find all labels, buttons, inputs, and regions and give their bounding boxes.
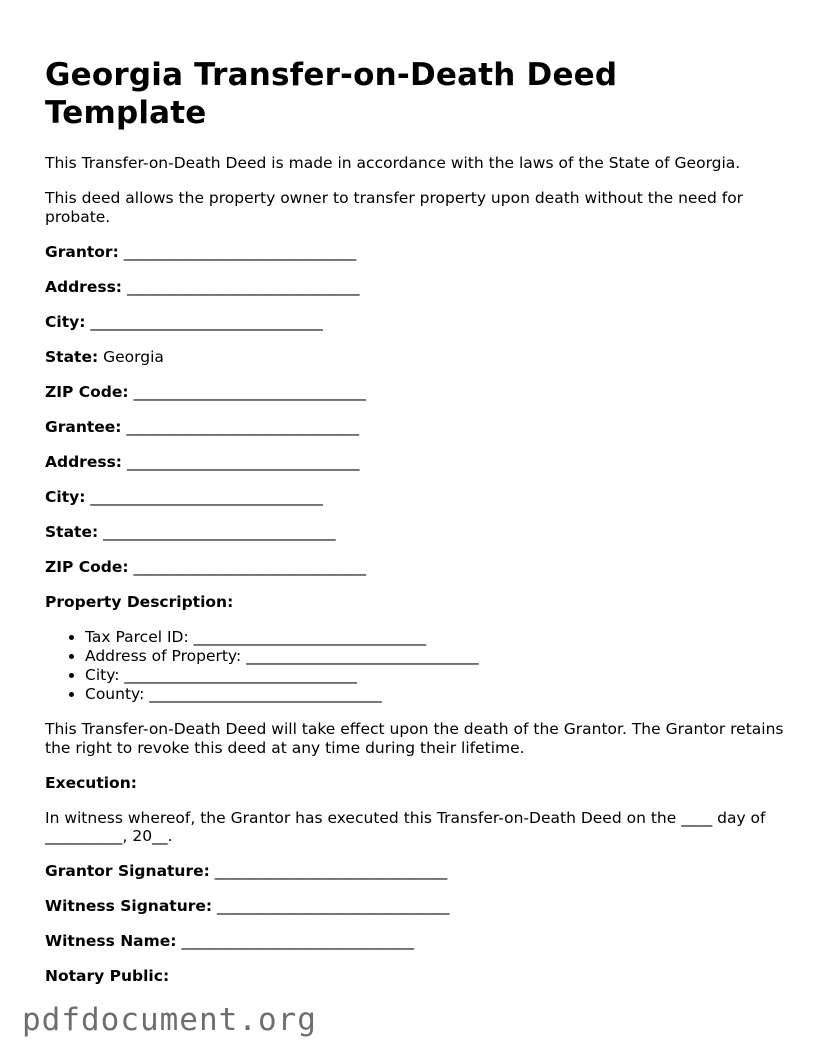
grantor-signature-blank: ______________________________ xyxy=(214,862,448,880)
property-description-heading: Property Description: xyxy=(45,592,234,611)
grantee-address-label: Address: xyxy=(45,452,122,471)
grantee-state-field xyxy=(45,523,785,542)
grantee-blank: ______________________________ xyxy=(126,417,359,436)
grantee-city-field xyxy=(45,488,785,507)
grantor-state-field xyxy=(45,348,785,367)
grantor-state-value: Georgia xyxy=(103,347,164,366)
grantee-state-blank: ______________________________ xyxy=(103,522,336,541)
property-list xyxy=(45,628,785,704)
witness-signature-field xyxy=(45,897,785,916)
grantee-city-label: City: xyxy=(45,487,86,506)
witness-signature-label: Witness Signature: xyxy=(45,897,213,915)
grantor-city-field xyxy=(45,313,785,332)
grantee-zip-field xyxy=(45,558,785,577)
grantee-state-label: State: xyxy=(45,522,99,541)
grantee-zip-label: ZIP Code: xyxy=(45,557,129,576)
watermark: pdfdocument.org xyxy=(22,1002,317,1038)
grantor-state-label: State: xyxy=(45,347,99,366)
witness-name-field xyxy=(45,932,785,951)
grantor-zip-label: ZIP Code: xyxy=(45,382,129,401)
notary-public-heading: Notary Public: xyxy=(45,967,170,985)
grantor-zip-field xyxy=(45,383,785,402)
intro-paragraph-2: This deed allows the property owner to transfer property upon death without the need for probate. xyxy=(45,189,744,226)
property-item-address: • Address of Property: ______________________________ xyxy=(85,647,785,666)
grantor-signature-label: Grantor Signature: xyxy=(45,862,210,880)
grantee-address-blank: ______________________________ xyxy=(126,452,360,471)
grantee-field xyxy=(45,418,785,437)
grantor-zip-blank: ______________________________ xyxy=(133,382,367,401)
grantor-field xyxy=(45,243,785,262)
property-item-tax-parcel: • Tax Parcel ID: ______________________________ xyxy=(85,628,785,647)
grantor-city-label: City: xyxy=(45,312,86,331)
execution-paragraph: In witness whereof, the Grantor has executed this Transfer-on-Death Deed on the ____ day of __________, 20__. xyxy=(45,808,766,845)
document-title: Georgia Transfer-on-Death Deed Template xyxy=(45,57,618,131)
grantee-zip-blank: ______________________________ xyxy=(133,557,367,576)
grantor-address-label: Address: xyxy=(45,277,122,296)
grantor-blank: ______________________________ xyxy=(123,242,357,261)
effect-paragraph: This Transfer-on-Death Deed will take effect upon the death of the Grantor. The Grantor retains the right to revoke this deed at any time during their lifetime. xyxy=(45,720,784,757)
witness-name-blank: ______________________________ xyxy=(181,932,414,950)
grantee-label: Grantee: xyxy=(45,417,122,436)
grantee-city-blank: ______________________________ xyxy=(90,487,323,506)
grantor-address-blank: ______________________________ xyxy=(126,277,360,296)
property-item-county: • County: ______________________________ xyxy=(85,685,785,704)
execution-heading: Execution: xyxy=(45,773,137,792)
document-page xyxy=(45,56,785,1002)
grantor-address-field xyxy=(45,278,785,297)
witness-name-label: Witness Name: xyxy=(45,932,177,950)
grantee-address-field xyxy=(45,453,785,472)
grantor-city-blank: ______________________________ xyxy=(90,312,323,331)
intro-paragraph-1: This Transfer-on-Death Deed is made in accordance with the laws of the State of Georgia. xyxy=(45,154,741,172)
grantor-signature-field xyxy=(45,862,785,881)
grantor-label: Grantor: xyxy=(45,242,119,261)
witness-signature-blank: ______________________________ xyxy=(217,897,450,915)
property-item-city: • City: ______________________________ xyxy=(85,666,785,685)
